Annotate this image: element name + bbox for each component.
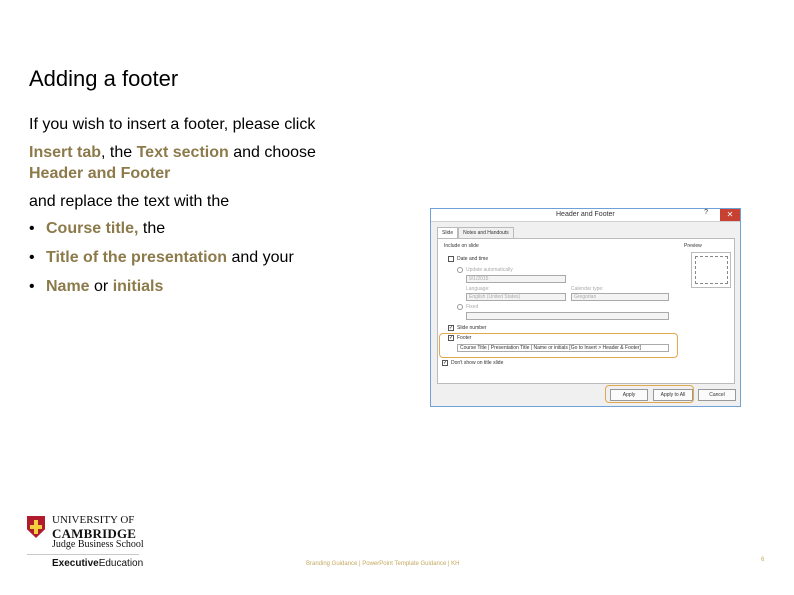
preview-label: Preview <box>684 243 702 249</box>
dialog-title: Header and Footer <box>556 211 615 218</box>
logo-judge: Judge Business School <box>52 539 144 550</box>
text-section-text: Text section <box>136 144 229 161</box>
list-item <box>29 247 294 276</box>
slide-title: Adding a footer <box>29 66 179 91</box>
cancel-button[interactable]: Cancel <box>698 389 736 401</box>
fixed-label: Fixed <box>466 304 479 310</box>
update-auto-radio[interactable] <box>457 267 463 273</box>
bullet-list <box>29 218 294 305</box>
logo-university: UNIVERSITY OF <box>52 514 135 526</box>
instruction-text <box>29 142 316 184</box>
bullet-or: or <box>89 278 113 295</box>
fixed-radio[interactable] <box>457 304 463 310</box>
dialog-panel <box>437 238 735 384</box>
logo-executive-education <box>52 558 143 569</box>
footer-input[interactable]: Course Title | Presentation Title | Name or initials [Go to Insert > Header & Footer] <box>457 344 669 352</box>
slide-footer: Branding Guidance | PowerPoint Template Guidance | KH <box>306 561 460 567</box>
include-on-slide-label: Include on slide <box>444 243 479 249</box>
bullet-glyph: • <box>29 278 35 295</box>
fixed-input[interactable] <box>466 312 669 320</box>
logo-cambridge: CAMBRIDGE <box>52 526 137 541</box>
close-icon[interactable]: ✕ <box>720 209 740 221</box>
apply-button[interactable]: Apply <box>610 389 648 401</box>
intro-line: If you wish to insert a footer, please click <box>29 116 316 133</box>
logo-exec-rest: Education <box>98 558 144 569</box>
slide-number-label: Slide number <box>457 325 487 331</box>
name-text: Name <box>46 278 90 295</box>
help-icon[interactable]: ? <box>704 209 708 216</box>
insert-tab-text: Insert tab <box>29 144 102 161</box>
footer-callout <box>439 333 678 358</box>
tab-slide[interactable]: Slide <box>437 227 458 238</box>
list-item <box>29 218 294 247</box>
footer-checkbox[interactable]: ✓ <box>449 335 454 341</box>
crest-bar <box>30 525 42 529</box>
dont-show-label: Don't show on title slide <box>451 360 504 366</box>
header-footer-dialog <box>430 208 741 407</box>
presentation-title-text: Title of the presentation <box>46 249 228 266</box>
calendar-label: Calendar type: <box>571 286 604 292</box>
bullet-glyph: • <box>29 249 35 266</box>
footer-label: Footer <box>457 335 472 341</box>
crest-icon <box>27 516 45 538</box>
calendar-select[interactable]: Gregorian <box>571 293 669 301</box>
date-time-checkbox[interactable] <box>448 256 454 262</box>
page-number: 6 <box>761 557 765 563</box>
tab-notes-handouts[interactable]: Notes and Handouts <box>458 227 514 238</box>
language-label: Language: <box>466 286 490 292</box>
logo-exec-bold: Executive <box>52 558 99 569</box>
intro-text <box>29 114 315 135</box>
preview-pane <box>691 252 731 288</box>
initials-text: initials <box>112 278 164 295</box>
bullet-rest: and your <box>227 249 294 266</box>
list-item <box>29 276 294 305</box>
instruction-choose: and choose <box>228 144 316 161</box>
date-time-label: Date and time <box>457 256 489 262</box>
course-title-text: Course title, <box>46 220 139 237</box>
dont-show-checkbox[interactable]: ✓ <box>443 360 448 366</box>
preview-slide <box>695 256 728 284</box>
apply-all-button[interactable]: Apply to All <box>653 389 693 401</box>
bullet-rest: the <box>138 220 166 237</box>
bullet-glyph: • <box>29 220 35 237</box>
update-auto-label: Update automatically <box>466 267 513 273</box>
language-select[interactable]: English (United States) <box>466 293 566 301</box>
dialog-tabs <box>437 227 514 238</box>
date-select[interactable]: 9/1/2015 <box>466 275 566 283</box>
replace-text: and replace the text with the <box>29 193 230 210</box>
slide-number-checkbox[interactable]: ✓ <box>449 325 454 331</box>
logo-divider <box>27 554 139 555</box>
apply-callout <box>605 385 694 403</box>
instruction-the: , the <box>101 144 137 161</box>
header-footer-text: Header and Footer <box>29 165 171 182</box>
dialog-titlebar <box>431 209 740 222</box>
